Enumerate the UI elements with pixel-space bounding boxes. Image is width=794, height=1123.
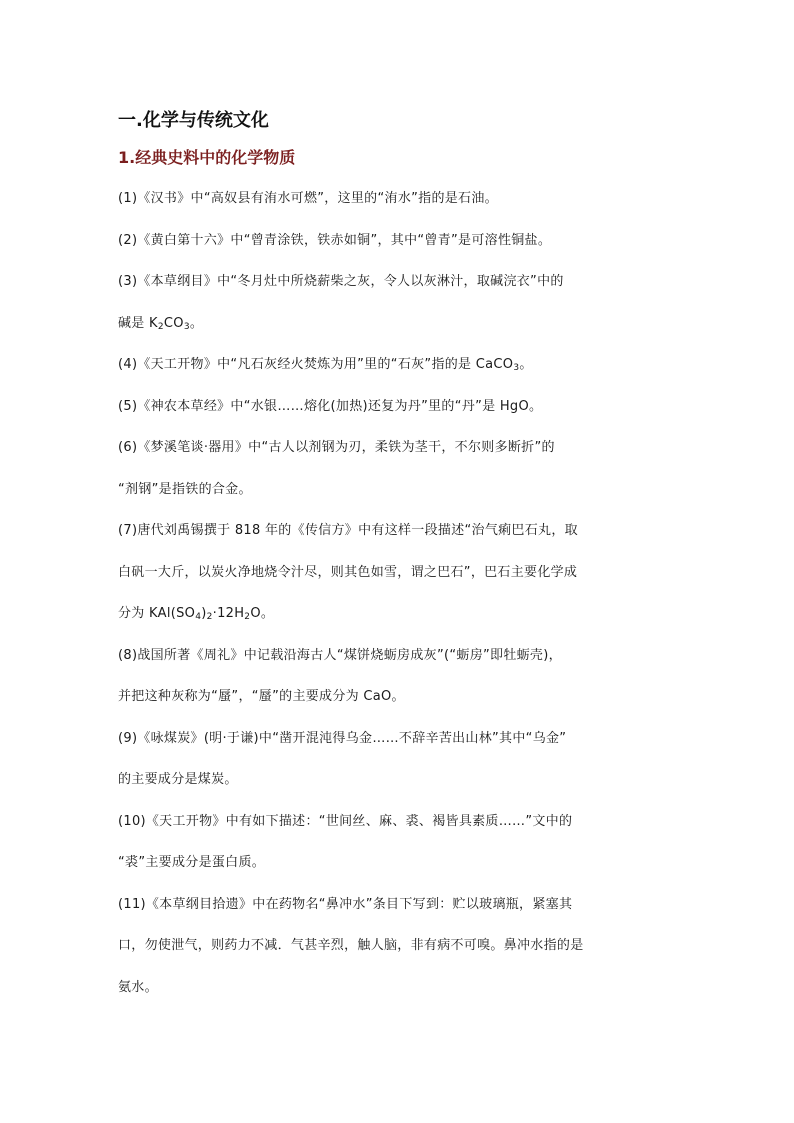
text-line: “剂钢”是指铁的合金。 — [118, 481, 252, 497]
subsection-title: 1.经典史料中的化学物质 — [118, 148, 296, 167]
text-line: (10)《天工开物》中有如下描述：“世间丝、麻、裘、褐皆具素质……”文中的 — [118, 813, 573, 829]
text-line: (11)《本草纲目拾遗》中在药物名“鼻冲水”条目下写到：贮以玻璃瓶，紧塞其 — [118, 896, 573, 912]
list-item — [118, 635, 698, 718]
formula-line: (4)《天工开物》中“凡石灰经火焚炼为用”里的“石灰”指的是 CaCO$_3$。 — [118, 357, 533, 373]
list-item — [118, 386, 698, 428]
text-line: (5)《神农本草经》中“水银……熔化(加热)还复为丹”里的“丹”是 HgO。 — [118, 398, 543, 414]
list-item — [118, 427, 698, 510]
section-title: 一.化学与传统文化 — [118, 110, 269, 131]
list-item — [118, 261, 698, 344]
text-line: (7)唐代刘禹锡撰于 818 年的《传信方》中有这样一段描述“治气痢巴石丸，取 — [118, 523, 578, 538]
list-item — [118, 718, 698, 801]
text-line: 白矾一大斤，以炭火净地烧令汁尽，则其色如雪，谓之巴石”，巴石主要化学成 — [118, 564, 578, 580]
list-item — [118, 220, 698, 262]
list-item — [118, 178, 698, 220]
list-item — [118, 344, 698, 386]
text-line: 的主要成分是煤炭。 — [118, 772, 238, 787]
text-line: 氨水。 — [118, 979, 158, 995]
list-item — [118, 884, 698, 1009]
text-line: (2)《黄白第十六》中“曾青涂铁，铁赤如铜”，其中“曾青”是可溶性铜盐。 — [118, 232, 552, 248]
formula-line: 碱是 $K_2CO_3$。 — [118, 315, 204, 332]
text-line: (8)战国所著《周礼》中记载沿海古人“煤饼烧蛎房成灰”(“蛎房”即牡蛎壳)， — [118, 647, 562, 663]
list-item — [118, 510, 698, 635]
text-line: (6)《梦溪笔谈·器用》中“古人以剂钢为刃，柔铁为茎干，不尔则多断折”的 — [118, 440, 555, 455]
text-line: 并把这种灰称为“蜃”，“蜃”的主要成分为 CaO。 — [118, 689, 405, 704]
formula-line: 分为 $KAl(SO_4)_2\cdot 12H_2O$。 — [118, 606, 275, 622]
text-line: (3)《本草纲目》中“冬月灶中所烧薪柴之灰，令人以灰淋汁，取碱浣衣”中的 — [118, 274, 564, 289]
text-line: 口，勿使泄气，则药力不减．气甚辛烈，触人脑，非有病不可嗅。鼻冲水指的是 — [118, 938, 584, 953]
list-item — [118, 801, 698, 884]
document-page — [118, 104, 698, 1008]
text-line: (1)《汉书》中“高奴县有洧水可燃”，这里的“洧水”指的是石油。 — [118, 191, 498, 206]
text-line: “裘”主要成分是蛋白质。 — [118, 855, 266, 870]
text-line: (9)《咏煤炭》(明·于谦)中“凿开混沌得乌金……不辞辛苦出山林”其中“乌金” — [118, 730, 567, 746]
